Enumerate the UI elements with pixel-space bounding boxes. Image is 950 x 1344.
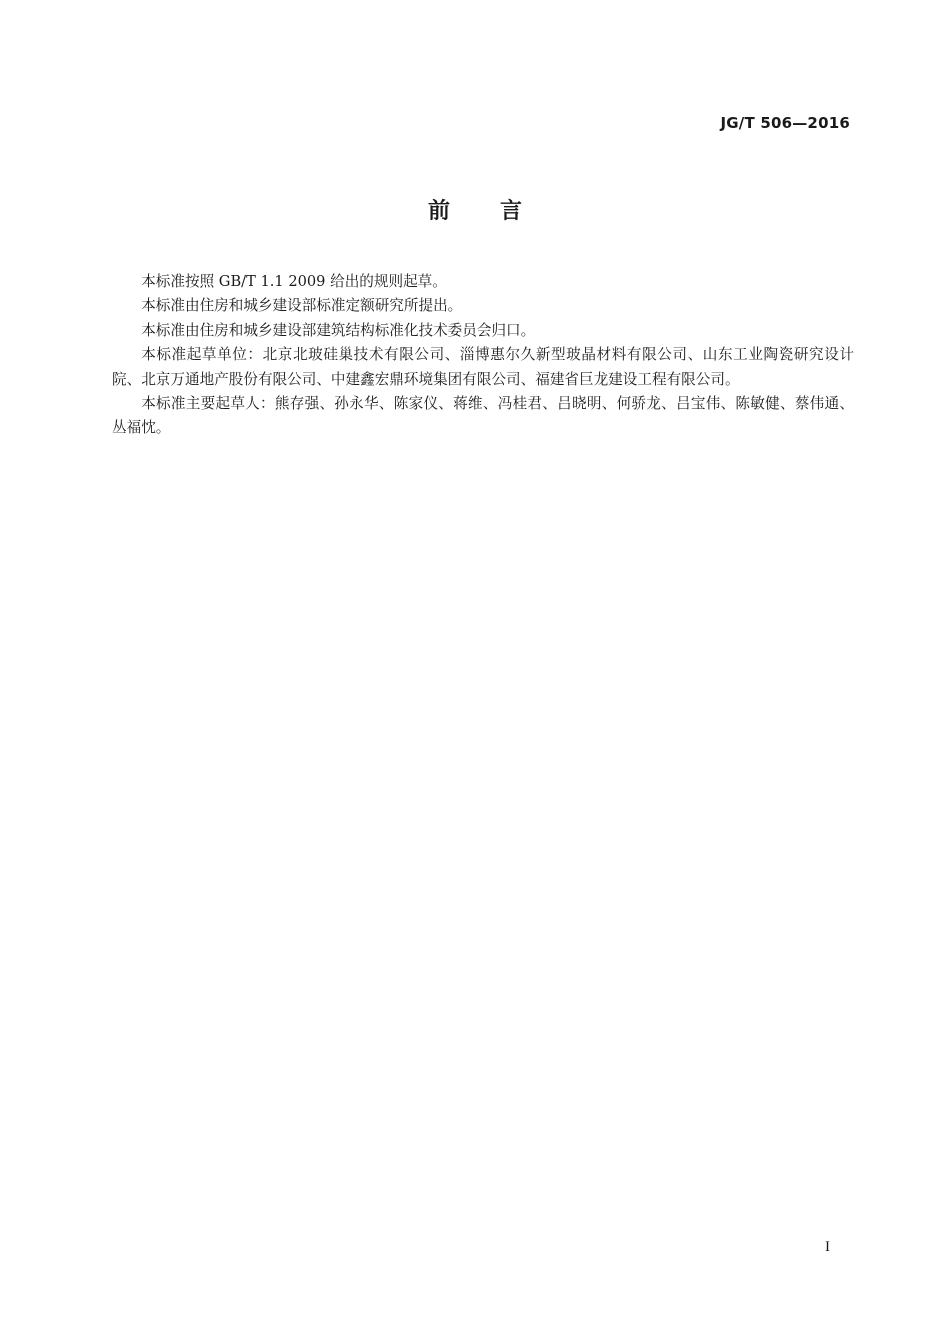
paragraph-drafting-organizations: 本标准起草单位：北京北玻硅巢技术有限公司、淄博惠尔久新型玻晶材料有限公司、山东工业陶瓷研究设计院、北京万通地产股份有限公司、中建鑫宏鼎环境集团有限公司、福建省巨龙建设工程有限公司。 [112, 346, 854, 388]
paragraph-drafters: 本标准主要起草人：熊存强、孙永华、陈家仪、蒋维、冯桂君、吕晓明、何骄龙、吕宝伟、陈敏健、蔡伟通、丛福忱。 [112, 395, 854, 437]
foreword-body [112, 270, 854, 441]
paragraph-centralized-unit: 本标准由住房和城乡建设部建筑结构标准化技术委员会归口。 [141, 321, 536, 339]
title-char: 言 [500, 199, 523, 224]
page-number: I [825, 1239, 830, 1255]
page-title [0, 194, 950, 225]
standard-number: JG/T 506—2016 [720, 114, 850, 132]
title-char: 前 [427, 199, 450, 224]
paragraph-proposer: 本标准由住房和城乡建设部标准定额研究所提出。 [141, 297, 463, 315]
paragraph-drafting-rules: 本标准按照 GB/T 1.1 2009 给出的规则起草。 [141, 273, 447, 290]
